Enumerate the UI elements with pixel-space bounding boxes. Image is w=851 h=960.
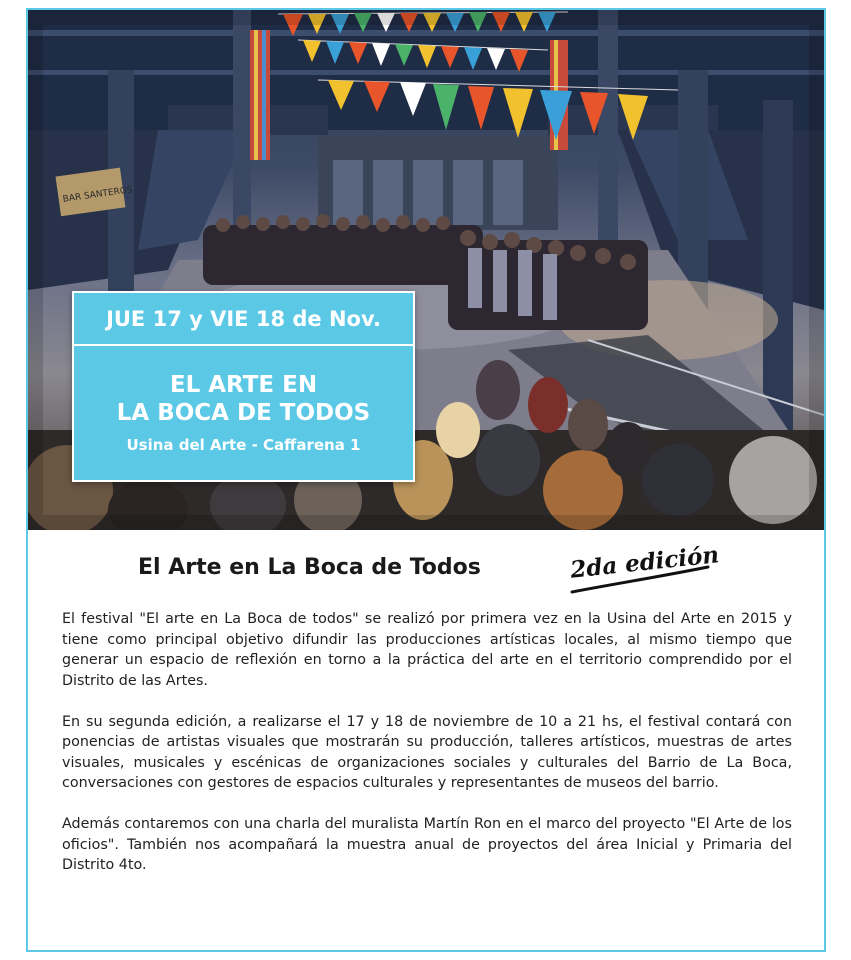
event-venue: Usina del Arte - Caffarena 1 bbox=[126, 436, 361, 454]
event-title-line-2: LA BOCA DE TODOS bbox=[116, 400, 371, 426]
event-date: JUE 17 y VIE 18 de Nov. bbox=[74, 293, 413, 346]
description-paragraph-3: Además contaremos con una charla del muralista Martín Ron en el marco del proyecto "El Arte de los oficios". También nos acompañará la muestra anual de proyectos del área Inicial y Primaria del Distrito 4to. bbox=[62, 816, 792, 873]
edition-label bbox=[568, 541, 721, 597]
wall-sign-text: BAR SANTEROS bbox=[62, 185, 134, 205]
page-title: El Arte en La Boca de Todos bbox=[138, 555, 481, 580]
event-info-box bbox=[72, 291, 415, 482]
flyer-frame bbox=[26, 8, 826, 952]
description-paragraph-2: En su segunda edición, a realizarse el 17 y 18 de noviembre de 10 a 21 hs, el festival contará con ponencias de artistas visuales que mostrarán su producción, talleres artísticos, muestras de artes visuales, musicales y escénicas de organizaciones sociales y culturales del Barrio de La Boca, conversaciones con gestores de espacios culturales y representantes de museos del barrio. bbox=[62, 713, 792, 791]
edition-underline bbox=[568, 545, 718, 597]
description-paragraph-1: El festival "El arte en La Boca de todos" se realizó por primera vez en la Usina del Arte en 2015 y tiene como principal objetivo difundir las producciones artísticas locales, al mismo tiempo que generar un espacio de reflexión en torno a la práctica del arte en el territorio comprendido por el Distrito de las Artes. bbox=[62, 611, 792, 689]
description bbox=[62, 609, 792, 896]
event-photo bbox=[28, 10, 824, 530]
event-title-line-1: EL ARTE EN bbox=[169, 372, 318, 398]
edition-text: 2da edición bbox=[568, 541, 721, 584]
event-title bbox=[74, 371, 413, 427]
